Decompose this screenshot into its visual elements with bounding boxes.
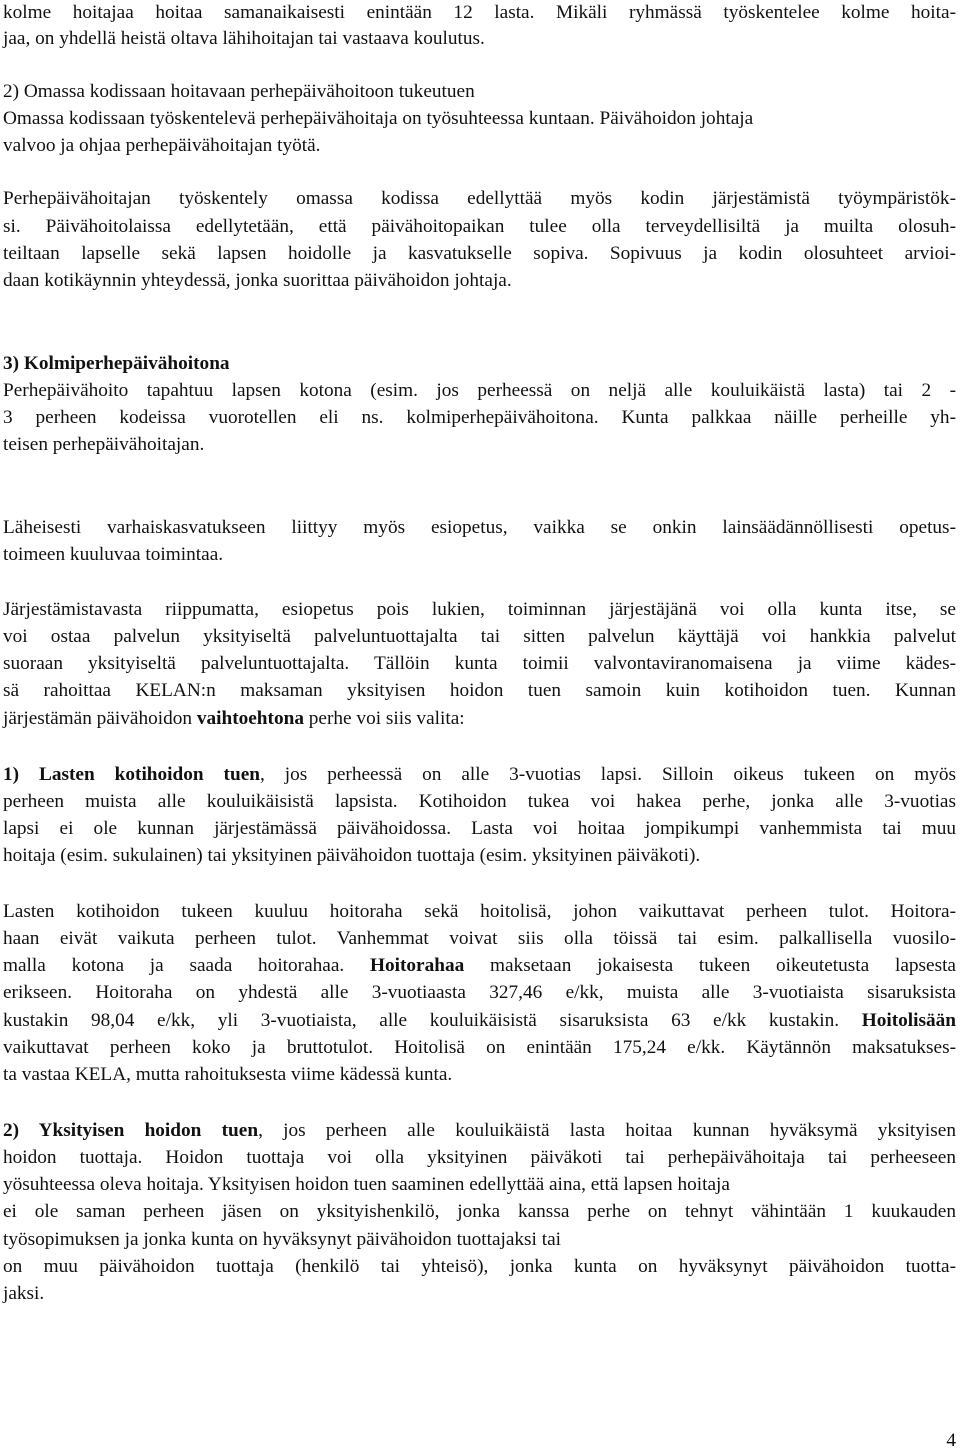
bold-term: Hoitorahaa: [369, 955, 465, 976]
text-line: voi ostaa palvelun yksityiseltä palveluntuottajalta tai sitten palvelun käyttäjä voi hankkia palvelut: [3, 626, 956, 647]
text-line: lapsi ei ole kunnan järjestämässä päivähoidossa. Lasta voi hoitaa jompikumpi vanhemmista tai muu: [3, 818, 956, 839]
text-line: hoidon tuottaja. Hoidon tuottaja voi olla yksityinen päiväkoti tai perhepäivähoitaja tai perheeseen: [3, 1147, 956, 1168]
bold-term: Hoitolisään: [861, 1010, 956, 1031]
text-line: 2) Omassa kodissaan hoitavaan perhepäivähoitoon tukeutuen: [3, 81, 475, 102]
text-line: hoitaja (esim. sukulainen) tai yksityinen päivähoidon tuottaja (esim. yksityinen päiväkoti).: [3, 845, 701, 866]
text-line: yösuhteessa oleva hoitaja. Yksityisen hoidon tuen saaminen edellyttää aina, että lapsen hoitaja: [3, 1174, 730, 1195]
text-line: perheen muista alle kouluikäisistä lapsista. Kotihoidon tukea voi hakea perhe, jonka alle 3-vuotias: [3, 791, 956, 812]
text-line: [3, 953, 956, 979]
text-line: Järjestämistavasta riippumatta, esiopetus pois lukien, toiminnan järjestäjänä voi olla kunta itse, se: [3, 599, 956, 620]
text-line: 3) Kolmiperhepäivähoitona: [3, 353, 230, 374]
text-line: si. Päivähoitolaissa edellytetään, että päivähoitopaikan tulee olla terveydellisiltä ja muilta olosuh-: [3, 216, 956, 237]
text-segment: järjestämän päivähoidon: [3, 708, 197, 729]
text-line: teisen perhepäivähoitajan.: [3, 434, 205, 455]
text-line: daan kotikäynnin yhteydessä, jonka suorittaa päivähoidon johtaja.: [3, 270, 512, 291]
text-line: ta vastaa KELA, mutta rahoituksesta viime kädessä kunta.: [3, 1064, 453, 1085]
text-line: [3, 1008, 956, 1034]
text-line: toimeen kuuluvaa toimintaa.: [3, 544, 224, 565]
text-line: kolme hoitajaa hoitaa samanaikaisesti enintään 12 lasta. Mikäli ryhmässä työskentelee kolme hoita-: [3, 2, 956, 23]
text-line: ei ole saman perheen jäsen on yksityishenkilö, jonka kanssa perhe on tehnyt vähintään 1 kuukauden: [3, 1201, 956, 1222]
text-line: Perhepäivähoito tapahtuu lapsen kotona (esim. jos perheessä on neljä alle kouluikäistä lasta) tai 2 -: [3, 380, 956, 401]
text-line: teiltaan lapselle sekä lapsen hoidolle ja kasvatukselle sopiva. Sopivuus ja kodin olosuhteet arvioi-: [3, 243, 956, 264]
text-line: erikseen. Hoitoraha on yhdestä alle 3-vuotiaasta 327,46 e/kk, muista alle 3-vuotiaista sisaruksista: [3, 982, 956, 1003]
text-line: työsopimuksen ja jonka kunta on hyväksynyt päivähoidon tuottajaksi tai: [3, 1229, 562, 1250]
bold-term: 1) Lasten kotihoidon tuen: [3, 764, 260, 785]
text-line: sä rahoittaa KELAN:n maksaman yksityisen hoidon tuen samoin kuin kotihoidon tuen. Kunnan: [3, 680, 956, 701]
text-segment: malla kotona ja saada hoitorahaa.: [3, 955, 370, 976]
text-line: on muu päivähoidon tuottaja (henkilö tai yhteisö), jonka kunta on hyväksynyt päivähoidon tuotta-: [3, 1256, 956, 1277]
text-segment: perhe voi siis valita:: [303, 708, 465, 729]
bold-term: vaihtoehtona: [196, 708, 304, 729]
text-line: [3, 706, 956, 732]
text-line: jaa, on yhdellä heistä oltava lähihoitajan tai vastaava koulutus.: [3, 28, 485, 49]
text-segment: , jos perheen alle kouluikäistä lasta hoitaa kunnan hyväksymä yksityisen: [258, 1120, 956, 1141]
text-line: Perhepäivähoitajan työskentely omassa kodissa edellyttää myös kodin järjestämistä työympäristök-: [3, 188, 956, 209]
text-line: valvoo ja ohjaa perhepäivähoitajan työtä.: [3, 135, 321, 156]
text-segment: , jos perheessä on alle 3-vuotias lapsi. Silloin oikeus tukeen on myös: [259, 764, 956, 785]
text-line: [3, 762, 956, 788]
text-line: haan eivät vaikuta perheen tulot. Vanhemmat voivat siis olla töissä tai esim. palkallisella vuosilo-: [3, 928, 956, 949]
text-segment: kustakin 98,04 e/kk, yli 3-vuotiaista, alle kouluikäisistä sisaruksista 63 e/kk kustakin.: [3, 1010, 862, 1031]
page-number: 4: [946, 1430, 956, 1451]
text-segment: maksetaan jokaisesta tukeen oikeutetusta lapsesta: [464, 955, 956, 976]
text-line: Läheisesti varhaiskasvatukseen liittyy myös esiopetus, vaikka se onkin lainsäädännöllisesti opetus-: [3, 517, 956, 538]
text-line: jaksi.: [3, 1283, 45, 1304]
text-line: vaikuttavat perheen koko ja bruttotulot. Hoitolisä on enintään 175,24 e/kk. Käytännön maksatukses-: [3, 1037, 956, 1058]
text-line: [3, 1118, 956, 1144]
text-line: suoraan yksityiseltä palveluntuottajalta. Tällöin kunta toimii valvontaviranomaisena ja viime kädes-: [3, 653, 956, 674]
text-line: Lasten kotihoidon tukeen kuuluu hoitoraha sekä hoitolisä, johon vaikuttavat perheen tulot. Hoitora-: [3, 901, 956, 922]
text-line: 3 perheen kodeissa vuorotellen eli ns. kolmiperhepäivähoitona. Kunta palkkaa näille perheille yh-: [3, 407, 956, 428]
text-line: Omassa kodissaan työskentelevä perhepäivähoitaja on työsuhteessa kuntaan. Päivähoidon johtaja: [3, 108, 754, 129]
bold-term: 2) Yksityisen hoidon tuen: [3, 1120, 259, 1141]
